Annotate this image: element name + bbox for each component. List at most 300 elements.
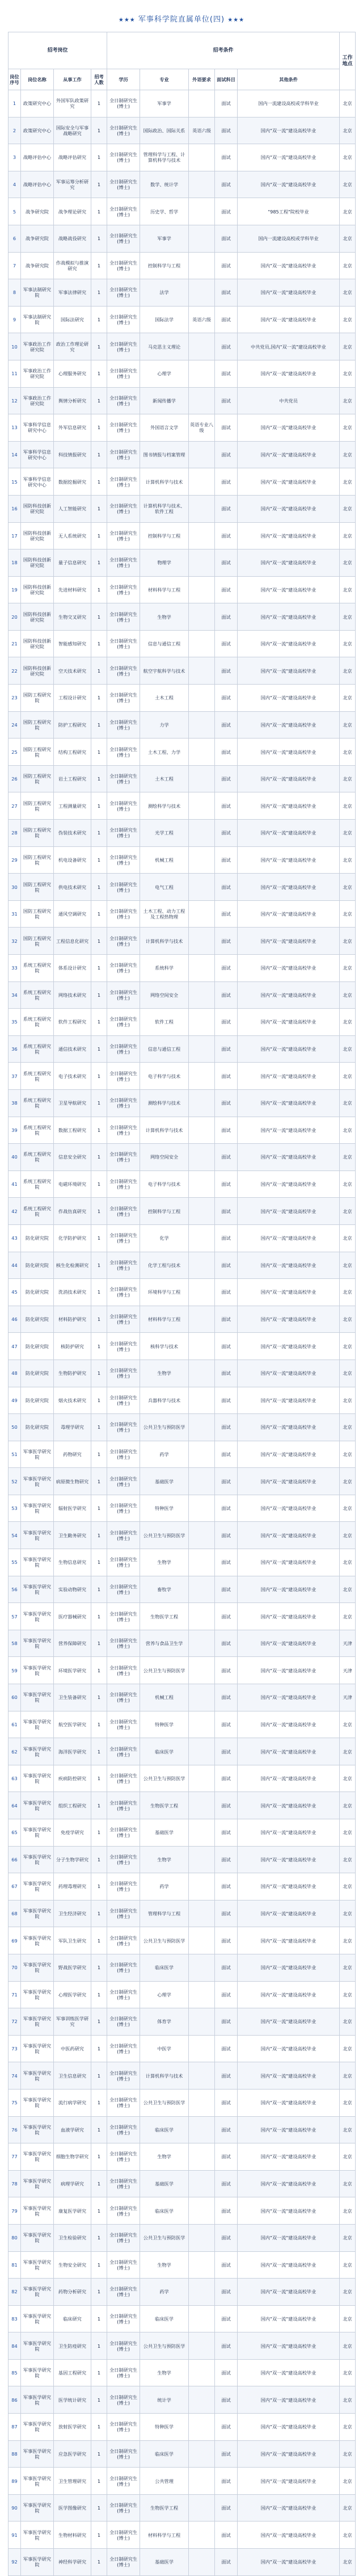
cell-interview: 面试: [215, 468, 238, 496]
cell-count: 1: [91, 2224, 107, 2251]
table-row: [9, 1306, 356, 1333]
cell-seq: 24: [9, 711, 21, 739]
cell-count: 1: [91, 955, 107, 982]
cell-major: 特种医学: [140, 1711, 189, 1738]
cell-language: [189, 1927, 215, 1954]
cell-work: 智能感知研究: [54, 630, 91, 657]
cell-position-name: 国防工程研究院: [21, 711, 54, 739]
cell-major: 公共卫生与预防医学: [140, 1765, 189, 1792]
cell-major: 机械工程: [140, 1684, 189, 1711]
cell-seq: 69: [9, 1927, 21, 1954]
cell-other: 国内"双一流"建设高校毕业: [238, 1387, 340, 1414]
cell-other: 国内"双一流"建设高校毕业: [238, 2468, 340, 2495]
cell-position-name: 军事医学研究院: [21, 2414, 54, 2441]
cell-seq: 46: [9, 1306, 21, 1333]
cell-seq: 76: [9, 2116, 21, 2143]
cell-interview: 面试: [215, 2332, 238, 2360]
cell-major: 控制科学与工程: [140, 252, 189, 279]
cell-major: 公共管理: [140, 2468, 189, 2495]
table-row: [9, 1657, 356, 1684]
cell-education: 全日制研究生(博士): [107, 2251, 140, 2279]
table-row: [9, 2089, 356, 2116]
cell-language: [189, 2251, 215, 2279]
cell-seq: 91: [9, 2522, 21, 2549]
cell-interview: 面试: [215, 1765, 238, 1792]
cell-count: 1: [91, 387, 107, 414]
cell-position-name: 军事医学研究院: [21, 1576, 54, 1603]
cell-interview: 面试: [215, 171, 238, 198]
cell-work: 毒理学研究: [54, 1414, 91, 1441]
cell-position-name: 军事医学研究院: [21, 1657, 54, 1684]
cell-work: 数据挖掘研究: [54, 468, 91, 496]
cell-position-name: 国防科技创新研究院: [21, 495, 54, 522]
cell-work: 生物材料研究: [54, 2522, 91, 2549]
cell-work: 洗消技术研究: [54, 1279, 91, 1306]
cell-major: 控制科学与工程: [140, 1198, 189, 1225]
cell-count: 1: [91, 2494, 107, 2522]
cell-other: 国内"双一流"建设高校毕业: [238, 2440, 340, 2468]
cell-interview: 面试: [215, 1252, 238, 1279]
cell-language: [189, 279, 215, 307]
cell-location: 天津: [340, 1630, 356, 1657]
cell-work: 材料防护研究: [54, 1306, 91, 1333]
table-row: [9, 1873, 356, 1900]
cell-interview: 面试: [215, 1522, 238, 1549]
cell-major: 营养与食品卫生学: [140, 1630, 189, 1657]
cell-interview: 面试: [215, 1495, 238, 1522]
cell-work: 卫生检验研究: [54, 2224, 91, 2251]
cell-work: 人工智能研究: [54, 495, 91, 522]
cell-major: 临床医学: [140, 2305, 189, 2332]
recruitment-table: [8, 32, 356, 2576]
table-row: [9, 279, 356, 307]
cell-education: 全日制研究生(博士): [107, 2522, 140, 2549]
table-row: [9, 2332, 356, 2360]
cell-education: 全日制研究生(博士): [107, 874, 140, 901]
cell-language: [189, 495, 215, 522]
cell-education: 全日制研究生(博士): [107, 1252, 140, 1279]
cell-work: 军事法律研究: [54, 279, 91, 307]
cell-education: 全日制研究生(博士): [107, 2089, 140, 2116]
cell-education: 全日制研究生(博士): [107, 468, 140, 496]
cell-other: 国内"双一流"建设高校毕业: [238, 144, 340, 171]
cell-seq: 7: [9, 252, 21, 279]
cell-education: 全日制研究生(博士): [107, 2008, 140, 2036]
cell-interview: 面试: [215, 2008, 238, 2036]
cell-major: 测绘科学与技术: [140, 792, 189, 820]
table-row: [9, 981, 356, 1009]
cell-position-name: 系统工程研究院: [21, 1117, 54, 1144]
column-header: 学历: [107, 69, 140, 90]
cell-interview: 面试: [215, 2549, 238, 2576]
cell-interview: 面试: [215, 2359, 238, 2386]
cell-major: 统计学: [140, 2386, 189, 2414]
cell-work: 无人系统研究: [54, 522, 91, 549]
cell-work: 组织工程研究: [54, 1792, 91, 1819]
cell-other: 国内"双一流"建设高校毕业: [238, 2197, 340, 2225]
cell-location: 北京: [340, 1576, 356, 1603]
cell-other: 国内"双一流"建设高校毕业: [238, 1414, 340, 1441]
cell-position-name: 国防科技创新研究院: [21, 603, 54, 631]
cell-major: 基础医学: [140, 1468, 189, 1495]
table-row: [9, 1711, 356, 1738]
cell-other: 国内"双一流"建设高校毕业: [238, 1576, 340, 1603]
cell-interview: 面试: [215, 1603, 238, 1630]
table-row: [9, 2279, 356, 2306]
cell-education: 全日制研究生(博士): [107, 1522, 140, 1549]
cell-education: 全日制研究生(博士): [107, 1576, 140, 1603]
cell-work: 防护工程研究: [54, 711, 91, 739]
cell-work: 工程设计研究: [54, 685, 91, 712]
cell-major: 化学工程与技术: [140, 1252, 189, 1279]
cell-position-name: 军事医学研究院: [21, 2224, 54, 2251]
cell-other: 国内"双一流"建设高校毕业: [238, 468, 340, 496]
cell-language: [189, 2549, 215, 2576]
cell-language: [189, 2062, 215, 2090]
cell-education: 全日制研究生(博士): [107, 2116, 140, 2143]
cell-education: 全日制研究生(博士): [107, 981, 140, 1009]
cell-education: 全日制研究生(博士): [107, 360, 140, 387]
cell-seq: 9: [9, 306, 21, 333]
cell-seq: 87: [9, 2414, 21, 2441]
cell-work: 野战医学研究: [54, 1954, 91, 1981]
cell-location: 北京: [340, 576, 356, 603]
cell-count: 1: [91, 2089, 107, 2116]
cell-count: 1: [91, 2062, 107, 2090]
cell-interview: 面试: [215, 820, 238, 847]
cell-seq: 32: [9, 928, 21, 955]
cell-language: [189, 2332, 215, 2360]
cell-location: 北京: [340, 1873, 356, 1900]
cell-location: 北京: [340, 820, 356, 847]
cell-seq: 84: [9, 2332, 21, 2360]
cell-work: 生物信息研究: [54, 1549, 91, 1576]
cell-interview: 面试: [215, 603, 238, 631]
cell-work: 营养保障研究: [54, 1630, 91, 1657]
cell-work: 细胞生物学研究: [54, 2143, 91, 2171]
cell-count: 1: [91, 549, 107, 577]
cell-location: 北京: [340, 1144, 356, 1171]
cell-interview: 面试: [215, 792, 238, 820]
cell-seq: 75: [9, 2089, 21, 2116]
cell-count: 1: [91, 685, 107, 712]
cell-work: 生物安全研究: [54, 2251, 91, 2279]
cell-location: 北京: [340, 2251, 356, 2279]
cell-other: 国内"双一流"建设高校毕业: [238, 2224, 340, 2251]
cell-major: 生物医学工程: [140, 1792, 189, 1819]
cell-work: 软件工程研究: [54, 1009, 91, 1036]
cell-major: 法学: [140, 279, 189, 307]
cell-other: 国内"双一流"建设高校毕业: [238, 279, 340, 307]
table-row: [9, 1900, 356, 1927]
cell-count: 1: [91, 306, 107, 333]
cell-work: 体系设计研究: [54, 955, 91, 982]
cell-location: 北京: [340, 171, 356, 198]
cell-education: 全日制研究生(博士): [107, 1630, 140, 1657]
cell-education: 全日制研究生(博士): [107, 657, 140, 685]
cell-work: 药理毒理研究: [54, 1873, 91, 1900]
cell-other: 国内"双一流"建设高校毕业: [238, 414, 340, 442]
cell-seq: 30: [9, 874, 21, 901]
table-row: [9, 333, 356, 360]
cell-position-name: 军事医学研究院: [21, 1900, 54, 1927]
cell-count: 1: [91, 468, 107, 496]
cell-location: 北京: [340, 549, 356, 577]
cell-count: 1: [91, 2549, 107, 2576]
cell-seq: 68: [9, 1900, 21, 1927]
cell-education: 全日制研究生(博士): [107, 1711, 140, 1738]
cell-count: 1: [91, 144, 107, 171]
cell-major: 临床医学: [140, 2197, 189, 2225]
cell-seq: 19: [9, 576, 21, 603]
cell-other: 国内"双一流"建设高校毕业: [238, 846, 340, 874]
cell-work: 卫星导航研究: [54, 1089, 91, 1117]
cell-language: [189, 1279, 215, 1306]
cell-other: 国内"双一流"建设高校毕业: [238, 900, 340, 928]
cell-language: [189, 1144, 215, 1171]
cell-education: 全日制研究生(博士): [107, 1063, 140, 1090]
cell-major: 公共卫生与预防医学: [140, 1657, 189, 1684]
cell-interview: 面试: [215, 387, 238, 414]
cell-seq: 2: [9, 117, 21, 144]
cell-interview: 面试: [215, 90, 238, 118]
cell-interview: 面试: [215, 685, 238, 712]
cell-education: 全日制研究生(博士): [107, 252, 140, 279]
table-row: [9, 792, 356, 820]
cell-seq: 67: [9, 1873, 21, 1900]
cell-count: 1: [91, 2279, 107, 2306]
cell-location: 北京: [340, 360, 356, 387]
table-row: [9, 657, 356, 685]
cell-language: [189, 171, 215, 198]
cell-major: 生物学: [140, 1360, 189, 1387]
cell-position-name: 军事医学研究院: [21, 1954, 54, 1981]
cell-other: 国内"双一流"建设高校毕业: [238, 1927, 340, 1954]
cell-position-name: 系统工程研究院: [21, 955, 54, 982]
table-row: [9, 2494, 356, 2522]
cell-language: [189, 900, 215, 928]
group-header-conditions: 招考条件: [107, 32, 340, 69]
cell-count: 1: [91, 1089, 107, 1117]
cell-major: 心理学: [140, 1981, 189, 2008]
cell-count: 1: [91, 1144, 107, 1171]
cell-major: 公共卫生与预防医学: [140, 2089, 189, 2116]
cell-position-name: 防化研究院: [21, 1279, 54, 1306]
cell-work: 工程信息化研究: [54, 928, 91, 955]
cell-count: 1: [91, 1981, 107, 2008]
cell-other: 国内"双一流"建设高校毕业: [238, 657, 340, 685]
cell-position-name: 国防工程研究院: [21, 739, 54, 766]
cell-language: [189, 1873, 215, 1900]
cell-education: 全日制研究生(博士): [107, 225, 140, 252]
cell-major: 数学、统计学: [140, 171, 189, 198]
cell-location: 北京: [340, 1846, 356, 1873]
cell-interview: 面试: [215, 1009, 238, 1036]
cell-count: 1: [91, 2170, 107, 2197]
cell-count: 1: [91, 1873, 107, 1900]
cell-other: 国内"双一流"建设高校毕业: [238, 1144, 340, 1171]
cell-work: 免疫学研究: [54, 1819, 91, 1847]
cell-interview: 面试: [215, 1170, 238, 1198]
cell-seq: 15: [9, 468, 21, 496]
cell-position-name: 系统工程研究院: [21, 1144, 54, 1171]
cell-interview: 面试: [215, 252, 238, 279]
cell-interview: 面试: [215, 1954, 238, 1981]
cell-major: 生物学: [140, 2143, 189, 2171]
table-row: [9, 765, 356, 792]
cell-interview: 面试: [215, 2089, 238, 2116]
table-row: [9, 874, 356, 901]
cell-seq: 43: [9, 1224, 21, 1252]
cell-seq: 56: [9, 1576, 21, 1603]
cell-work: 外军信息研究: [54, 414, 91, 442]
cell-location: 北京: [340, 1252, 356, 1279]
cell-interview: 面试: [215, 1414, 238, 1441]
cell-language: [189, 2440, 215, 2468]
cell-work: 卫生信息研究: [54, 2062, 91, 2090]
cell-education: 全日制研究生(博士): [107, 144, 140, 171]
cell-interview: 面试: [215, 495, 238, 522]
cell-work: 科技情报研究: [54, 441, 91, 468]
cell-work: 应急医学研究: [54, 2440, 91, 2468]
cell-major: 基础医学: [140, 1819, 189, 1847]
cell-education: 全日制研究生(博士): [107, 846, 140, 874]
cell-seq: 49: [9, 1387, 21, 1414]
cell-seq: 86: [9, 2386, 21, 2414]
cell-other: 国内"双一流"建设高校毕业: [238, 2549, 340, 2576]
cell-count: 1: [91, 739, 107, 766]
table-row: [9, 1819, 356, 1847]
cell-work: 病原微生物研究: [54, 1468, 91, 1495]
cell-interview: 面试: [215, 1981, 238, 2008]
cell-work: 化学防护研究: [54, 1224, 91, 1252]
table-row: [9, 1144, 356, 1171]
cell-position-name: 国防工程研究院: [21, 928, 54, 955]
cell-work: 电磁环境研究: [54, 1170, 91, 1198]
cell-position-name: 防化研究院: [21, 1360, 54, 1387]
cell-work: 信息安全研究: [54, 1144, 91, 1171]
cell-education: 全日制研究生(博士): [107, 1549, 140, 1576]
cell-language: [189, 739, 215, 766]
cell-other: 国内"双一流"建设高校毕业: [238, 2305, 340, 2332]
cell-work: 环境医学研究: [54, 1657, 91, 1684]
cell-interview: 面试: [215, 2440, 238, 2468]
cell-interview: 面试: [215, 1630, 238, 1657]
cell-language: [189, 1711, 215, 1738]
cell-major: 军事学: [140, 225, 189, 252]
cell-location: 天津: [340, 1684, 356, 1711]
cell-work: 结构工程研究: [54, 739, 91, 766]
cell-education: 全日制研究生(博士): [107, 1144, 140, 1171]
table-row: [9, 90, 356, 118]
cell-position-name: 军事医学研究院: [21, 1792, 54, 1819]
cell-count: 1: [91, 1576, 107, 1603]
cell-work: 基因工程研究: [54, 2359, 91, 2386]
cell-interview: 面试: [215, 1927, 238, 1954]
stars-left: ★★★: [118, 17, 136, 23]
cell-count: 1: [91, 2197, 107, 2225]
cell-interview: 面试: [215, 1468, 238, 1495]
cell-education: 全日制研究生(博士): [107, 2359, 140, 2386]
cell-seq: 27: [9, 792, 21, 820]
table-row: [9, 576, 356, 603]
cell-interview: 面试: [215, 2468, 238, 2495]
cell-count: 1: [91, 2414, 107, 2441]
cell-interview: 面试: [215, 1873, 238, 1900]
cell-count: 1: [91, 630, 107, 657]
cell-major: 生物学: [140, 1846, 189, 1873]
cell-other: 国内"双一流"建设高校毕业: [238, 2116, 340, 2143]
cell-work: 生物交叉研究: [54, 603, 91, 631]
cell-other: 国内"双一流"建设高校毕业: [238, 630, 340, 657]
cell-interview: 面试: [215, 2494, 238, 2522]
cell-education: 全日制研究生(博士): [107, 2414, 140, 2441]
cell-work: 电子技术研究: [54, 1063, 91, 1090]
cell-seq: 54: [9, 1522, 21, 1549]
cell-count: 1: [91, 1414, 107, 1441]
cell-count: 1: [91, 928, 107, 955]
cell-seq: 3: [9, 144, 21, 171]
cell-language: [189, 2224, 215, 2251]
table-row: [9, 1333, 356, 1360]
table-row: [9, 1089, 356, 1117]
cell-location: 北京: [340, 900, 356, 928]
cell-location: 北京: [340, 1495, 356, 1522]
cell-major: 土木工程: [140, 765, 189, 792]
cell-major: 马克思主义理论: [140, 333, 189, 360]
cell-interview: 面试: [215, 1657, 238, 1684]
table-row: [9, 495, 356, 522]
cell-language: [189, 1306, 215, 1333]
column-header: 招考人数: [91, 69, 107, 90]
cell-major: 材料科学与工程: [140, 576, 189, 603]
cell-interview: 面试: [215, 2279, 238, 2306]
cell-other: 国内"双一流"建设高校毕业: [238, 1495, 340, 1522]
cell-work: 国际法研究: [54, 306, 91, 333]
cell-seq: 11: [9, 360, 21, 387]
cell-location: 北京: [340, 657, 356, 685]
table-row: [9, 1549, 356, 1576]
cell-major: 航空宇航科学与技术: [140, 657, 189, 685]
cell-language: [189, 1684, 215, 1711]
cell-location: 北京: [340, 2305, 356, 2332]
cell-count: 1: [91, 495, 107, 522]
cell-major: 生物医学工程: [140, 1603, 189, 1630]
cell-work: 辐射医学研究: [54, 1495, 91, 1522]
cell-count: 1: [91, 2008, 107, 2036]
cell-count: 1: [91, 1009, 107, 1036]
cell-other: 国内"双一流"建设高校毕业: [238, 2035, 340, 2062]
cell-major: 药学: [140, 1441, 189, 1468]
cell-work: 通风空调研究: [54, 900, 91, 928]
cell-language: [189, 522, 215, 549]
cell-work: 心理服务研究: [54, 360, 91, 387]
cell-other: 国内"双一流"建设高校毕业: [238, 441, 340, 468]
cell-major: 计算机科学与技术: [140, 928, 189, 955]
cell-interview: 面试: [215, 1306, 238, 1333]
cell-other: 国内"双一流"建设高校毕业: [238, 1360, 340, 1387]
cell-position-name: 系统工程研究院: [21, 1198, 54, 1225]
cell-other: 国内"双一流"建设高校毕业: [238, 1468, 340, 1495]
cell-interview: 面试: [215, 739, 238, 766]
cell-count: 1: [91, 414, 107, 442]
cell-major: 临床医学: [140, 1954, 189, 1981]
cell-education: 全日制研究生(博士): [107, 820, 140, 847]
cell-seq: 4: [9, 171, 21, 198]
cell-education: 全日制研究生(博士): [107, 2332, 140, 2360]
table-row: [9, 2035, 356, 2062]
cell-education: 全日制研究生(博士): [107, 1009, 140, 1036]
